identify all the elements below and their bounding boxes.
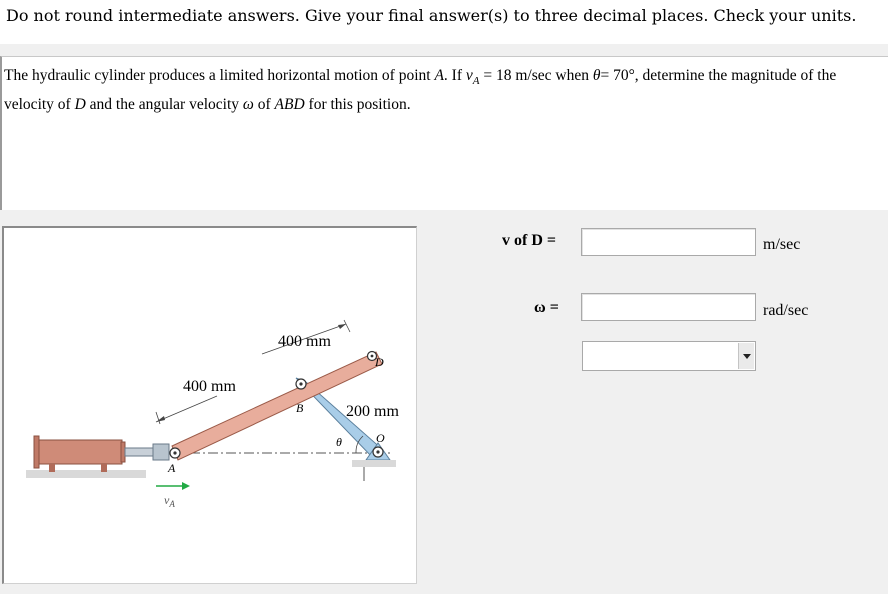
label-theta: θ xyxy=(336,435,342,449)
figure-frame xyxy=(2,226,417,584)
problem-text-5: and the angular velocity xyxy=(85,96,243,114)
problem-statement xyxy=(4,64,884,116)
label-d: D xyxy=(375,355,384,369)
cylinder-front-cap xyxy=(121,442,125,462)
pin-o-center xyxy=(376,450,379,453)
label-a: A xyxy=(168,461,176,475)
pin-a-center xyxy=(173,451,176,454)
problem-va-subscript: A xyxy=(472,75,480,88)
problem-body-abd: ABD xyxy=(274,96,305,114)
cylinder-leg-right xyxy=(101,464,107,472)
vd-label: v of D = xyxy=(502,232,556,249)
problem-text-3: = 18 m/sec when xyxy=(479,67,593,84)
cylinder-end-cap xyxy=(34,436,39,468)
instructions-text: Do not round intermediate answers. Give your final answer(s) to three decimal places. Check your units. xyxy=(6,6,857,25)
dim-top-arrow xyxy=(338,324,346,329)
problem-point-d: D xyxy=(74,96,86,114)
problem-text-4: = 70°, determine the magnitude of the velocity of xyxy=(4,67,837,114)
direction-select[interactable] xyxy=(582,341,756,371)
dim-left-label: 400 mm xyxy=(183,378,236,395)
pin-d-center xyxy=(371,355,374,358)
dim-right-label: 200 mm xyxy=(346,403,399,420)
dim-left-line xyxy=(156,396,217,422)
mechanism-diagram xyxy=(4,228,417,584)
piston-rod xyxy=(125,448,153,456)
va-arrow-head xyxy=(182,482,190,490)
dim-top-tick xyxy=(344,320,350,332)
problem-omega-symbol: ω xyxy=(242,96,254,114)
vd-unit: m/sec xyxy=(763,236,801,253)
problem-point-a: A xyxy=(434,67,444,84)
problem-text-2: . If xyxy=(443,67,466,84)
dim-top-label: 400 mm xyxy=(278,333,331,350)
cylinder-leg-left xyxy=(49,464,55,472)
problem-text-6: of xyxy=(253,96,275,114)
label-va: $v_A$ xyxy=(164,493,175,509)
problem-text-1: The hydraulic cylinder produces a limited horizontal motion of point xyxy=(4,67,435,84)
cylinder-body xyxy=(36,440,122,464)
chevron-down-icon[interactable] xyxy=(738,343,754,369)
omega-unit: rad/sec xyxy=(763,302,809,319)
ground-o xyxy=(352,460,396,467)
problem-theta-symbol: θ xyxy=(592,67,601,84)
pin-b-center xyxy=(299,382,302,385)
problem-va-symbol: v xyxy=(465,67,473,84)
label-o: O xyxy=(376,431,385,445)
dim-left-tick xyxy=(156,412,160,424)
label-b: B xyxy=(296,401,304,415)
omega-input[interactable] xyxy=(581,293,756,321)
omega-label: ω = xyxy=(534,299,559,316)
cylinder-ground xyxy=(26,470,146,478)
problem-text-7: for this position. xyxy=(304,96,411,114)
piston-clevis xyxy=(153,444,169,460)
vd-input[interactable] xyxy=(581,228,756,256)
